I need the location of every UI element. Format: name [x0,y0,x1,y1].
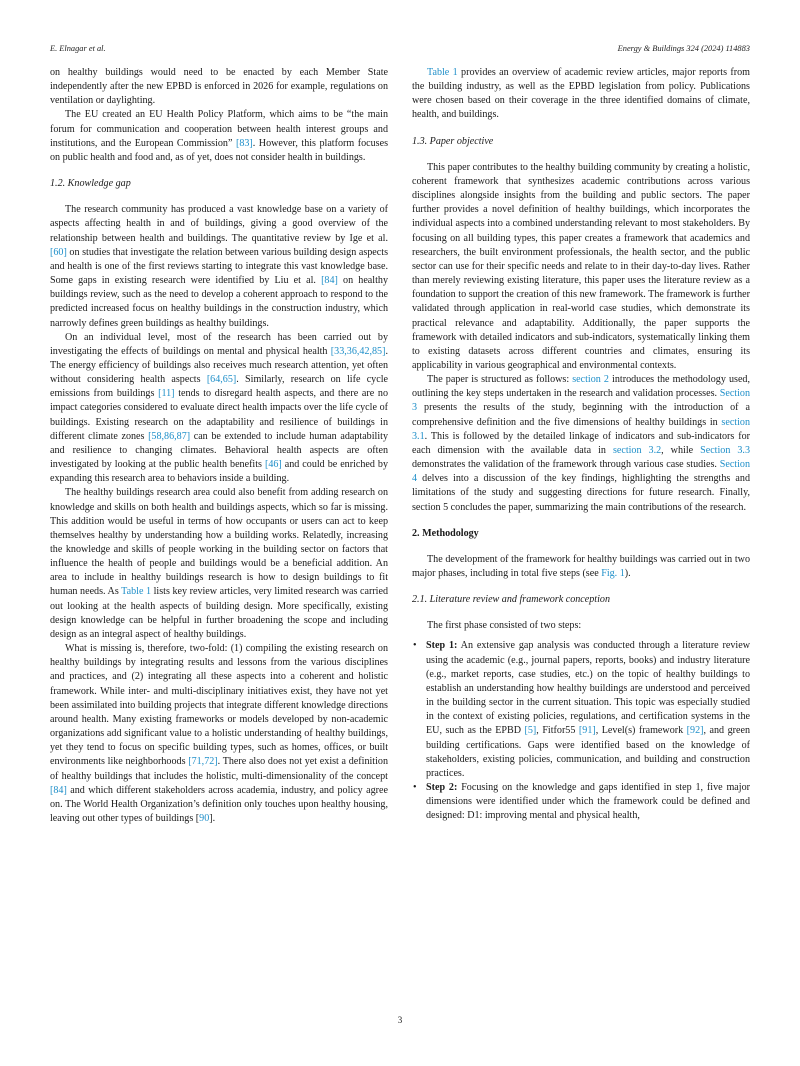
paragraph: The EU created an EU Health Policy Platform, which aims to be “the main forum for communication and cooperation between health interest groups and institutions, and the European Commission” [83]. However, this platform focuses on public health and food and, as of yet, does not consider health in buildings. [50,109,388,163]
section-link[interactable]: Section 3 [412,388,750,414]
citation-link[interactable]: [46] [264,459,282,471]
citation-link[interactable]: [84] [321,275,338,287]
paragraph: The first phase consisted of two steps: [427,620,582,632]
section-heading-paper-objective: 1.3. Paper objective [412,135,494,147]
paragraph: What is missing is, therefore, two-fold: (1) compiling the existing research on healthy buildings by integrating results and lessons from the various disciplines and practices, and (2) integrating all these aspects into a coherent and holistic framework. While inter- and multi-disciplinary initiatives exist, they have not yet been assimilated into building projects that integrate different knowledge directions around health. Many existing frameworks or models developed by non-academic organizations add significant value to a holistic understanding of healthy buildings, yet they tend to focus on specific building types, such as homes, offices, or built environments like neighborhoods [71,72]. There also does not yet exist a definition of healthy buildings that includes the holistic, multi-dimensionality of the concept [84] and which different stakeholders across academia, industry, and policy agree on. The World Health Organization’s definition only touches upon healthy housing, leaving out other types of buildings [90]. [50,643,388,824]
citation-link[interactable]: [60] [50,246,67,258]
citation-link[interactable]: [92] [686,725,704,737]
citation-link[interactable]: [83] [235,137,253,149]
section-link[interactable]: section 3.1 [412,416,750,442]
paragraph: On an individual level, most of the research has been carried out by investigating the effects of buildings on mental and physical health [33,36,42,85]. The energy efficiency of buildings also receives much research attention, yet often without considering health aspects [64,65]. Similarly, research on life cycle emissions from buildings [11] tends to disregard health aspects, and there are no impact categories considered to evaluate direct health impacts over the life cycle of buildings. Existing research on the adaptability and resilience of buildings in different climate zones [58,86,87] can be extended to include human adaptability and resilience to changing climates. Behavioral health aspects are often investigated by looking at the public health benefits [46] and could be enriched by expanding this research area to behaviors inside a building. [50,331,389,485]
citation-link[interactable]: [5] [524,725,537,737]
paragraph: This paper contributes to the healthy building community by creating a holistic, coherent framework that synthesizes academic contributions across various disciplines alongside insights from the building and public sectors. The paper further provides a novel definition of healthy buildings, which incorporates the individual aspects into a combined understanding relevant to most stakeholders. By focusing on all building types, this paper creates a framework that academics and researchers, the built environment professionals, the health sector, and the public sector can use for their specific needs and relate to in their day-to-day lives. Rather than merely reviewing existing literature, this paper uses the literature review as a foundation to support the creation of this new framework. The framework is further validated through application in real-world case studies, which demonstrate its practical relevance and adaptability. Additionally, the paper supports the framework with detailed indicators and sub-indicators, systematically linking them to existing datasets across different countries and climates, ensuring its applicability in various geographical and environmental contexts. [412,161,750,371]
section-link[interactable]: Section 3.3 [700,444,751,456]
figure-link[interactable]: Fig. 1 [601,568,625,579]
citation-link[interactable]: [84] [50,784,67,796]
steps-list [412,639,750,823]
citation-link[interactable]: [64,65] [206,374,237,386]
citation-link[interactable]: [58,86,87] [148,430,191,442]
section-heading-knowledge-gap: 1.2. Knowledge gap [50,178,131,190]
citation-link[interactable]: [33,36,42,85] [330,345,386,357]
bullet-icon: • [413,640,417,652]
citation-link[interactable]: [91] [578,725,596,737]
right-column [412,66,750,824]
paragraph: The development of the framework for healthy buildings was carried out in two major phases, including in total five steps (see Fig. 1). [412,553,750,579]
bullet-icon: • [413,782,417,794]
paragraph: Table 1 provides an overview of academic review articles, major reports from the building industry, as well as the EPBD legislation from policy. Publications were chosen based on their coverage in the three identified domains of climate, health, and buildings. [412,67,750,121]
page-number: 3 [397,1015,403,1025]
paragraph: The paper is structured as follows: section 2 introduces the methodology used, outlining the key steps undertaken in the research and validation processes. Section 3 presents the results of the study, beginning with the introduction of a comprehensive definition and the five dimensions of healthy buildings in section 3.1. This is followed by the detailed linkage of indicators and sub-indicators for each dimension with the available data in section 3.2, while Section 3.3 demonstrates the validation of the framework through various case studies. Section 4 delves into a discussion of the key findings, highlighting the strengths and limitations of the study and suggesting directions for future research. Finally, section 5 concludes the paper, summarizing the main contributions of the research. [412,374,751,513]
list-item: • Step 2: Focusing on the knowledge and gaps identified in step 1, five major dimensions were identified under which the framework could be defined and designed: D1: improving mental and physical health, [413,782,750,822]
section-heading-literature-review: 2.1. Literature review and framework conception [412,594,611,606]
left-column [50,66,388,826]
running-head-journal: Energy & Buildings 324 (2024) 114883 [617,44,750,53]
paragraph: The healthy buildings research area could also benefit from adding research on knowledge and skills on both health and buildings aspects, which so far is missing. This addition would be useful in terms of how occupants or users can act to keep themselves healthy by understanding how a building works. Relatedly, increasing the knowledge and skills of people working in the building sector on factors that influence the health of people and buildings would be a beneficial addition. An area to include in healthy buildings research is how to design buildings to fit human needs. As Table 1 lists key review articles, very limited research was carried out looking at the health aspects of building design. More specifically, existing design knowledge can be helpful in further broadening the scope and including design as an integral aspect of healthy buildings. [50,487,389,640]
paragraph: on healthy buildings would need to be enacted by each Member State independently after the new EPBD is enforced in 2026 for example, regulations on ventilation or daylighting. [50,67,388,107]
citation-link[interactable]: [71,72] [188,756,218,768]
section-heading-methodology: 2. Methodology [412,527,479,539]
citation-link[interactable]: [11] [158,388,175,400]
table-link[interactable]: Table 1 [121,586,152,598]
list-item: • Step 1: An extensive gap analysis was conducted through a literature review using the academic (e.g., journal papers, reports, books) and industry literature (e.g., market reports, case studies, etc.) on the topic of healthy buildings to establish an understanding how healthy buildings are understood and perceived in the building sector in the current situation. This topic was especially studied in the context of existing policies, regulations, and certification systems in the EU, such as the EPBD [5], Fitfor55 [91], Level(s) framework [92], and green building certifications. Gaps were identified based on the knowledge of stakeholders, existing policies, communication, and building and construction practices. [413,640,751,779]
table-link[interactable]: Table 1 [427,67,458,78]
section-link[interactable]: Section 4 [412,459,750,485]
paragraph: The research community has produced a vast knowledge base on a variety of aspects affecting health in and of buildings, giving a good overview of the relationship between health and buildings. The quantitative review by Ige et al. [60] on studies that investigate the relation between various building design aspects and health is one of the first reviews starting to integrate this vast knowledge base. Some gaps in existing research were identified by Liu et al. [84] on healthy buildings review, such as the need to develop a coherent approach to respond to the predicted increased focus on healthy buildings in the construction industry, which narrowly defines green buildings as healthy buildings. [50,204,388,329]
section-link[interactable]: section 2 [572,374,609,386]
running-head-authors: E. Elnagar et al. [50,44,106,53]
section-link[interactable]: section 3.2 [612,444,662,456]
citation-link[interactable]: 90 [199,812,210,824]
